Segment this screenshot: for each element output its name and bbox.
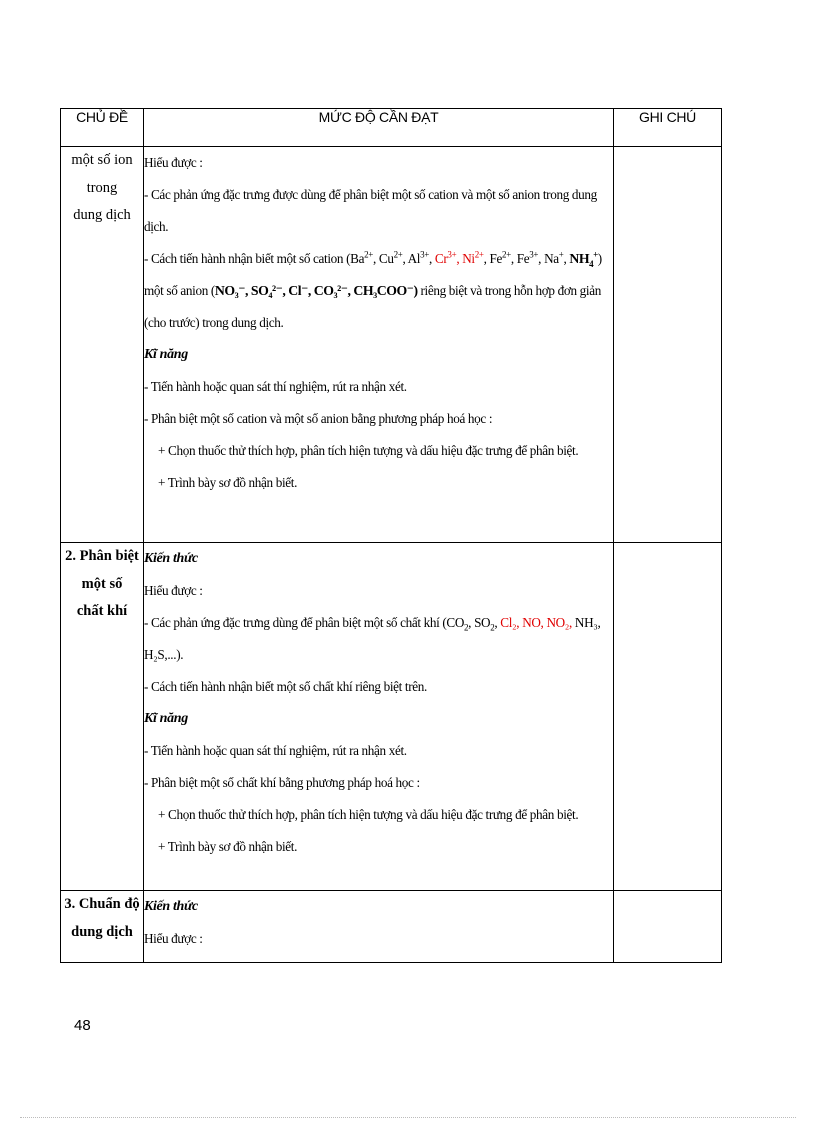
topic-line: 3. Chuẩn độ bbox=[64, 896, 140, 912]
skill-line: - Tiến hành hoặc quan sát thí nghiệm, rút ra nhận xét. bbox=[144, 743, 407, 758]
content-cell bbox=[144, 891, 614, 963]
topic-line: một số bbox=[81, 575, 123, 592]
skill-line: + Chọn thuốc thử thích hợp, phân tích hiện tượng và dấu hiệu đặc trưng để phân biệt. bbox=[158, 807, 579, 822]
topic-line: dung dịch bbox=[73, 207, 131, 223]
understand-label: Hiểu được : bbox=[144, 931, 203, 946]
knowledge-heading: Kiến thức bbox=[144, 551, 198, 566]
topic-line: một số ion bbox=[71, 152, 133, 168]
cation-line: - Cách tiến hành nhận biết một số cation ($Ba^{2+}$, $Cu^{2+}$, $Al^{3+}$, $Cr^{3+}$, $Ni^{2+}$, $Fe^{2+}$, $Fe^{3+}$, Na+, $NH_4^+$) một số anion (NO₃⁻, SO₄²⁻, Cl⁻, CO₃²⁻, CH₃COO⁻) riêng biệt và trong hỗn hợp đơn giản (cho trước) trong dung dịch. bbox=[144, 249, 602, 330]
content-line: - Các phản ứng đặc trưng được dùng để phân biệt một số cation và một số anion trong dung dịch. bbox=[144, 187, 597, 234]
knowledge-heading: Kiến thức bbox=[144, 899, 198, 914]
bottom-divider bbox=[20, 1117, 796, 1118]
content-cell bbox=[144, 543, 614, 891]
topic-line: chất khí bbox=[76, 603, 128, 619]
skill-line: - Phân biệt một số chất khí bằng phương pháp hoá học : bbox=[144, 775, 420, 790]
skill-line: + Chọn thuốc thử thích hợp, phân tích hiện tượng và dấu hiệu đặc trưng để phân biệt. bbox=[158, 443, 579, 458]
topic-line: dung dịch bbox=[71, 923, 133, 940]
content-cell bbox=[144, 147, 614, 543]
skill-line: - Phân biệt một số cation và một số anion bằng phương pháp hoá học : bbox=[144, 411, 493, 426]
topic-cell bbox=[61, 891, 144, 963]
skill-heading: Kĩ năng bbox=[144, 711, 188, 726]
table-row bbox=[61, 543, 722, 891]
topic-line: 2. Phân biệt bbox=[65, 548, 139, 564]
note-cell bbox=[614, 891, 722, 963]
note-cell bbox=[614, 147, 722, 543]
skill-heading: Kĩ năng bbox=[144, 347, 188, 362]
header-level: MỨC ĐỘ CẦN ĐẠT bbox=[144, 109, 614, 147]
topic-cell bbox=[61, 147, 144, 543]
skill-line: - Tiến hành hoặc quan sát thí nghiệm, rút ra nhận xét. bbox=[144, 379, 407, 394]
understand-label: Hiểu được : bbox=[144, 155, 203, 170]
header-topic: CHỦ ĐỀ bbox=[61, 109, 144, 147]
table-header-row bbox=[61, 109, 722, 147]
topic-line: trong bbox=[86, 179, 118, 196]
topic-cell bbox=[61, 543, 144, 891]
gas-line: - Các phản ứng đặc trưng dùng để phân biệt một số chất khí ($CO_2$, $SO_2$, Cl₂, NO, NO₂, NH₃, H₂S,...). bbox=[144, 615, 601, 662]
note-cell bbox=[614, 543, 722, 891]
header-note: GHI CHÚ bbox=[614, 109, 722, 147]
table-row bbox=[61, 147, 722, 543]
table-row bbox=[61, 891, 722, 963]
page-number: 48 bbox=[74, 1017, 91, 1034]
curriculum-table bbox=[60, 108, 722, 963]
content-line: - Cách tiến hành nhận biết một số chất khí riêng biệt trên. bbox=[144, 679, 427, 694]
understand-label: Hiểu được : bbox=[144, 583, 203, 598]
skill-line: + Trình bày sơ đồ nhận biết. bbox=[158, 475, 298, 490]
skill-line: + Trình bày sơ đồ nhận biết. bbox=[158, 839, 298, 854]
